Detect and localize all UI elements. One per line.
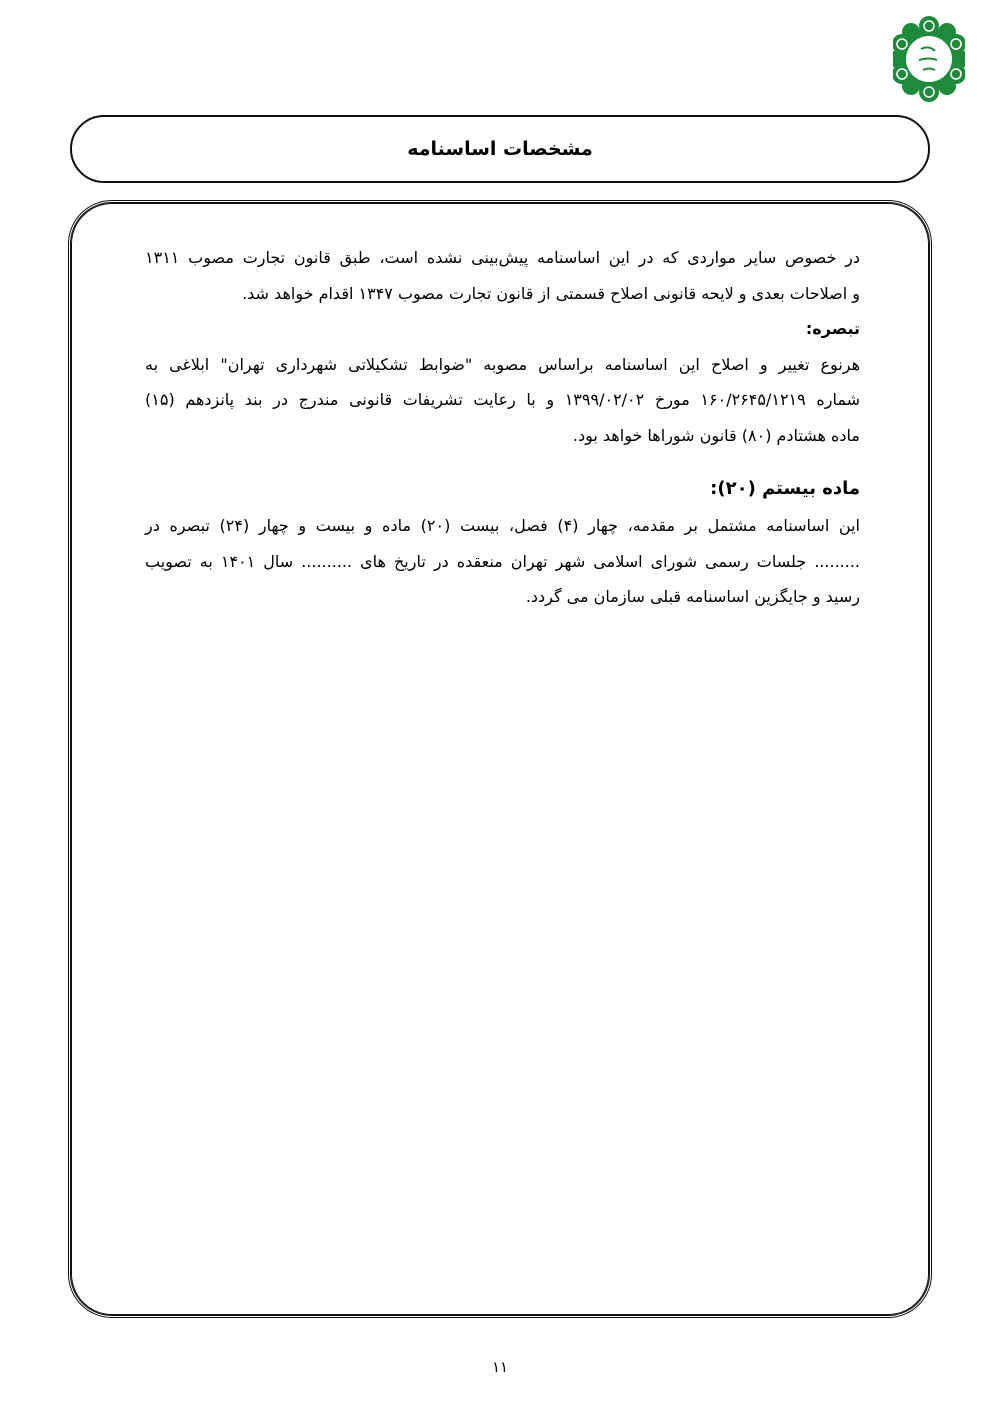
note-line: شماره ۱۶۰/۲۶۴۵/۱۲۱۹ مورخ ۱۳۹۹/۰۲/۰۲ و با رعایت تشریفات قانونی مندرج در بند پانزدهم (۱۵) [145, 390, 860, 409]
article-heading: ماده بیستم (۲۰): [710, 478, 860, 499]
document-body [145, 240, 860, 615]
note-line: هرنوع تغییر و اصلاح این اساسنامه براساس مصوبه "ضوابط تشکیلاتی شهرداری تهران" ابلاغی به [145, 354, 860, 374]
paragraph-line: و اصلاحات بعدی و لایحه قانونی اصلاح قسمتی از قانون تجارت مصوب ۱۳۴۷ اقدام خواهد شد. [242, 283, 860, 303]
tehran-city-council-logo [893, 14, 965, 104]
section-title-box [70, 115, 930, 183]
article-line: ......... جلسات رسمی شورای اسلامی شهر تهران منعقده در تاریخ های .......... سال ۱۴۰۱ به تصویب [145, 551, 860, 571]
page-number: ۱۱ [491, 1358, 509, 1376]
article-line: رسید و جایگزین اساسنامه قبلی سازمان می گردد. [525, 587, 860, 606]
section-title: مشخصات اساسنامه [407, 138, 593, 160]
article-line: این اساسنامه مشتمل بر مقدمه، چهار (۴) فصل، بیست (۲۰) ماده و بیست و چهار (۲۴) تبصره در [145, 516, 861, 535]
paragraph-line: در خصوص سایر مواردی که در این اساسنامه پیش‌بینی نشده است، طبق قانون تجارت مصوب ۱۳۱۱ [145, 248, 860, 267]
note-line: ماده هشتادم (۸۰) قانون شوراها خواهد بود. [572, 425, 860, 445]
note-label: تبصره: [805, 319, 860, 338]
